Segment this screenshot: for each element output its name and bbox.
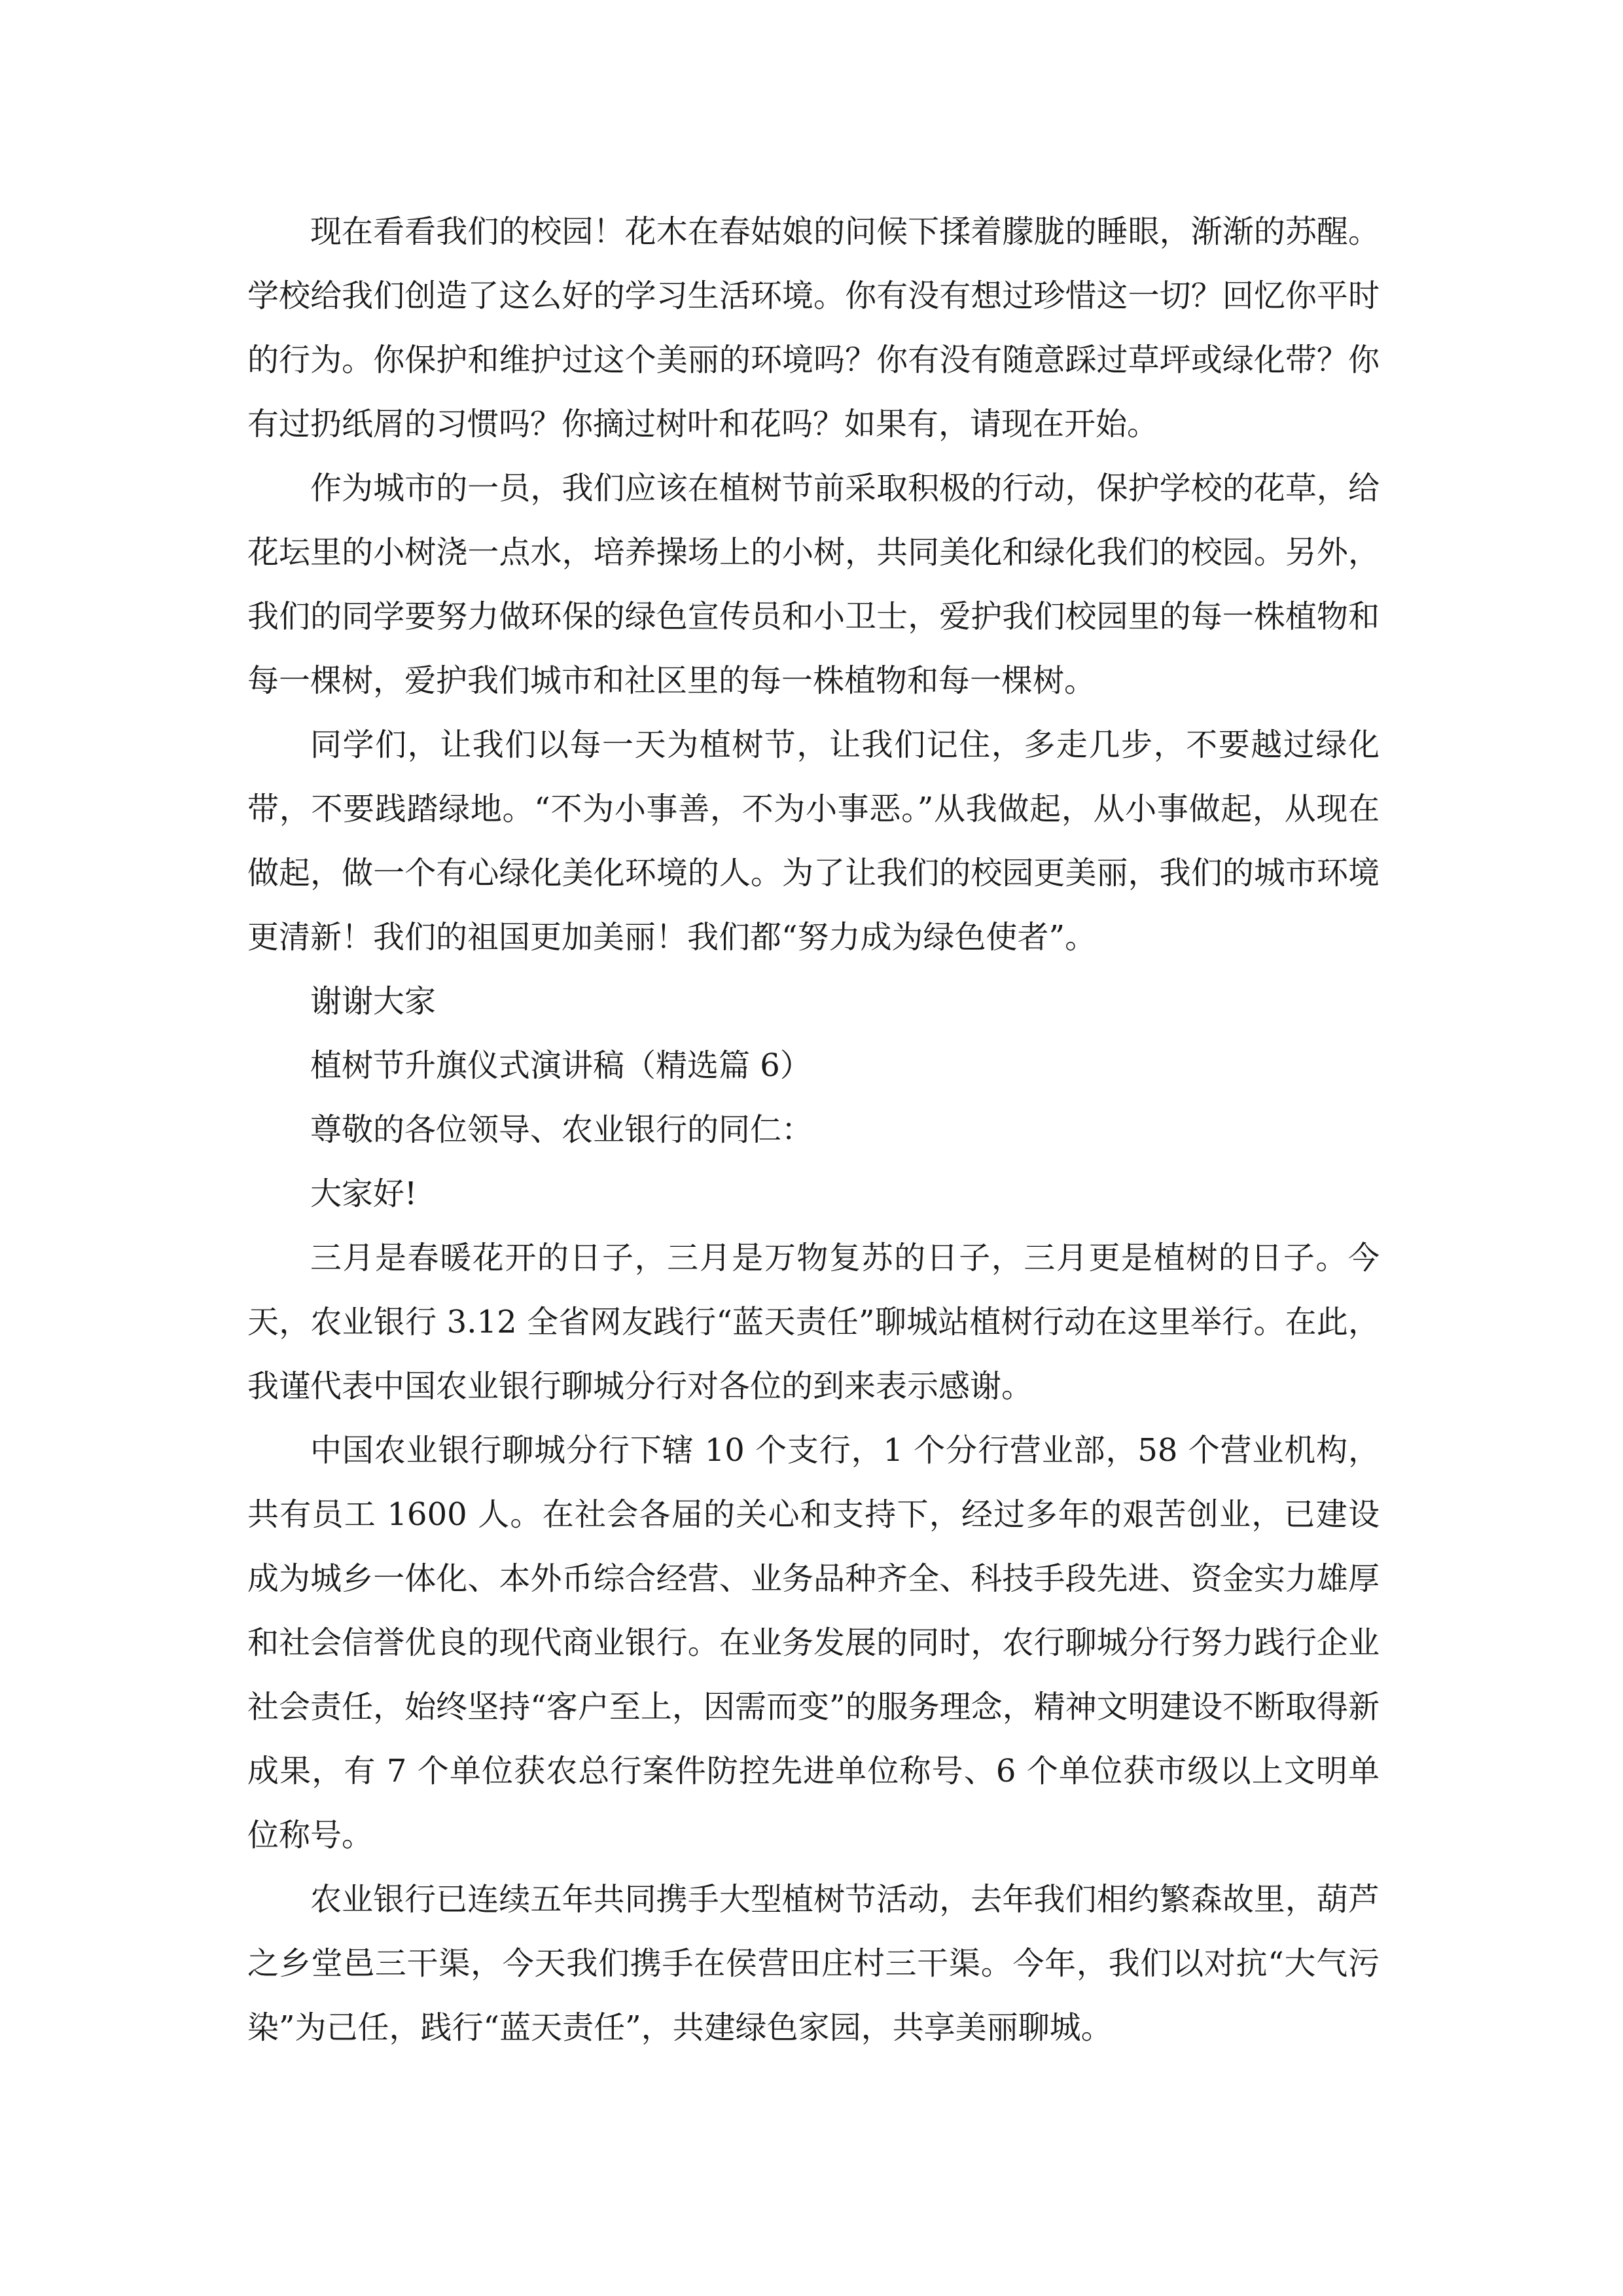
paragraph-campus: 现在看看我们的校园！花木在春姑娘的问候下揉着朦胧的睡眼，渐渐的苏醒。学校给我们创造了这么好的学习生活环境。你有没有想过珍惜这一切？回忆你平时的行为。你保护和维护过这个美丽的环境吗？你有没有随意踩过草坪或绿化带？你有过扔纸屑的习惯吗？你摘过树叶和花吗？如果有，请现在开始。 bbox=[247, 213, 1380, 442]
paragraph-activity: 农业银行已连续五年共同携手大型植树节活动，去年我们相约繁森故里，葫芦之乡堂邑三干渠，今天我们携手在侯营田庄村三干渠。今年，我们以对抗“大气污染”为己任，践行“蓝天责任”，共建绿色家园，共享美丽聊城。 bbox=[247, 1881, 1380, 2046]
salutation: 尊敬的各位领导、农业银行的同仁： bbox=[310, 1111, 813, 1148]
paragraph-march: 三月是春暖花开的日子，三月是万物复苏的日子，三月更是植树的日子。今天，农业银行 3.12 全省网友践行“蓝天责任”聊城站植树行动在这里举行。在此，我谨代表中国农业银行聊城分行对各位的到来表示感谢。 bbox=[247, 1240, 1380, 1405]
paragraph-bank-intro: 中国农业银行聊城分行下辖 10 个支行，1 个分行营业部，58 个营业机构，共有员工 1600 人。在社会各届的关心和支持下，经过多年的艰苦创业，已建设成为城乡一体化、本外币综合经营、业务品种齐全、科技手段先进、资金实力雄厚和社会信誉优良的现代商业银行。在业务发展的同时，农行聊城分行努力践行企业社会责任，始终坚持“客户至上，因需而变”的服务理念，精神文明建设不断取得新成果，有 7 个单位获农总行案件防控先进单位称号、6 个单位获市级以上文明单位称号。 bbox=[247, 1432, 1380, 1854]
greeting: 大家好! bbox=[310, 1175, 418, 1212]
section-title: 植树节升旗仪式演讲稿（精选篇 6） bbox=[310, 1047, 812, 1084]
paragraph-thanks: 谢谢大家 bbox=[310, 983, 437, 1020]
document-body bbox=[247, 200, 1380, 2060]
paragraph-city-member: 作为城市的一员，我们应该在植树节前采取积极的行动，保护学校的花草，给花坛里的小树浇一点水，培养操场上的小树，共同美化和绿化我们的校园。另外，我们的同学要努力做环保的绿色宣传员和小卫士，爱护我们校园里的每一株植物和每一棵树，爱护我们城市和社区里的每一株植物和每一棵树。 bbox=[247, 470, 1380, 699]
paragraph-classmates: 同学们，让我们以每一天为植树节，让我们记住，多走几步，不要越过绿化带，不要践踏绿地。“不为小事善，不为小事恶。”从我做起，从小事做起，从现在做起，做一个有心绿化美化环境的人。为了让我们的校园更美丽，我们的城市环境更清新！我们的祖国更加美丽！我们都“努力成为绿色使者”。 bbox=[247, 726, 1380, 956]
